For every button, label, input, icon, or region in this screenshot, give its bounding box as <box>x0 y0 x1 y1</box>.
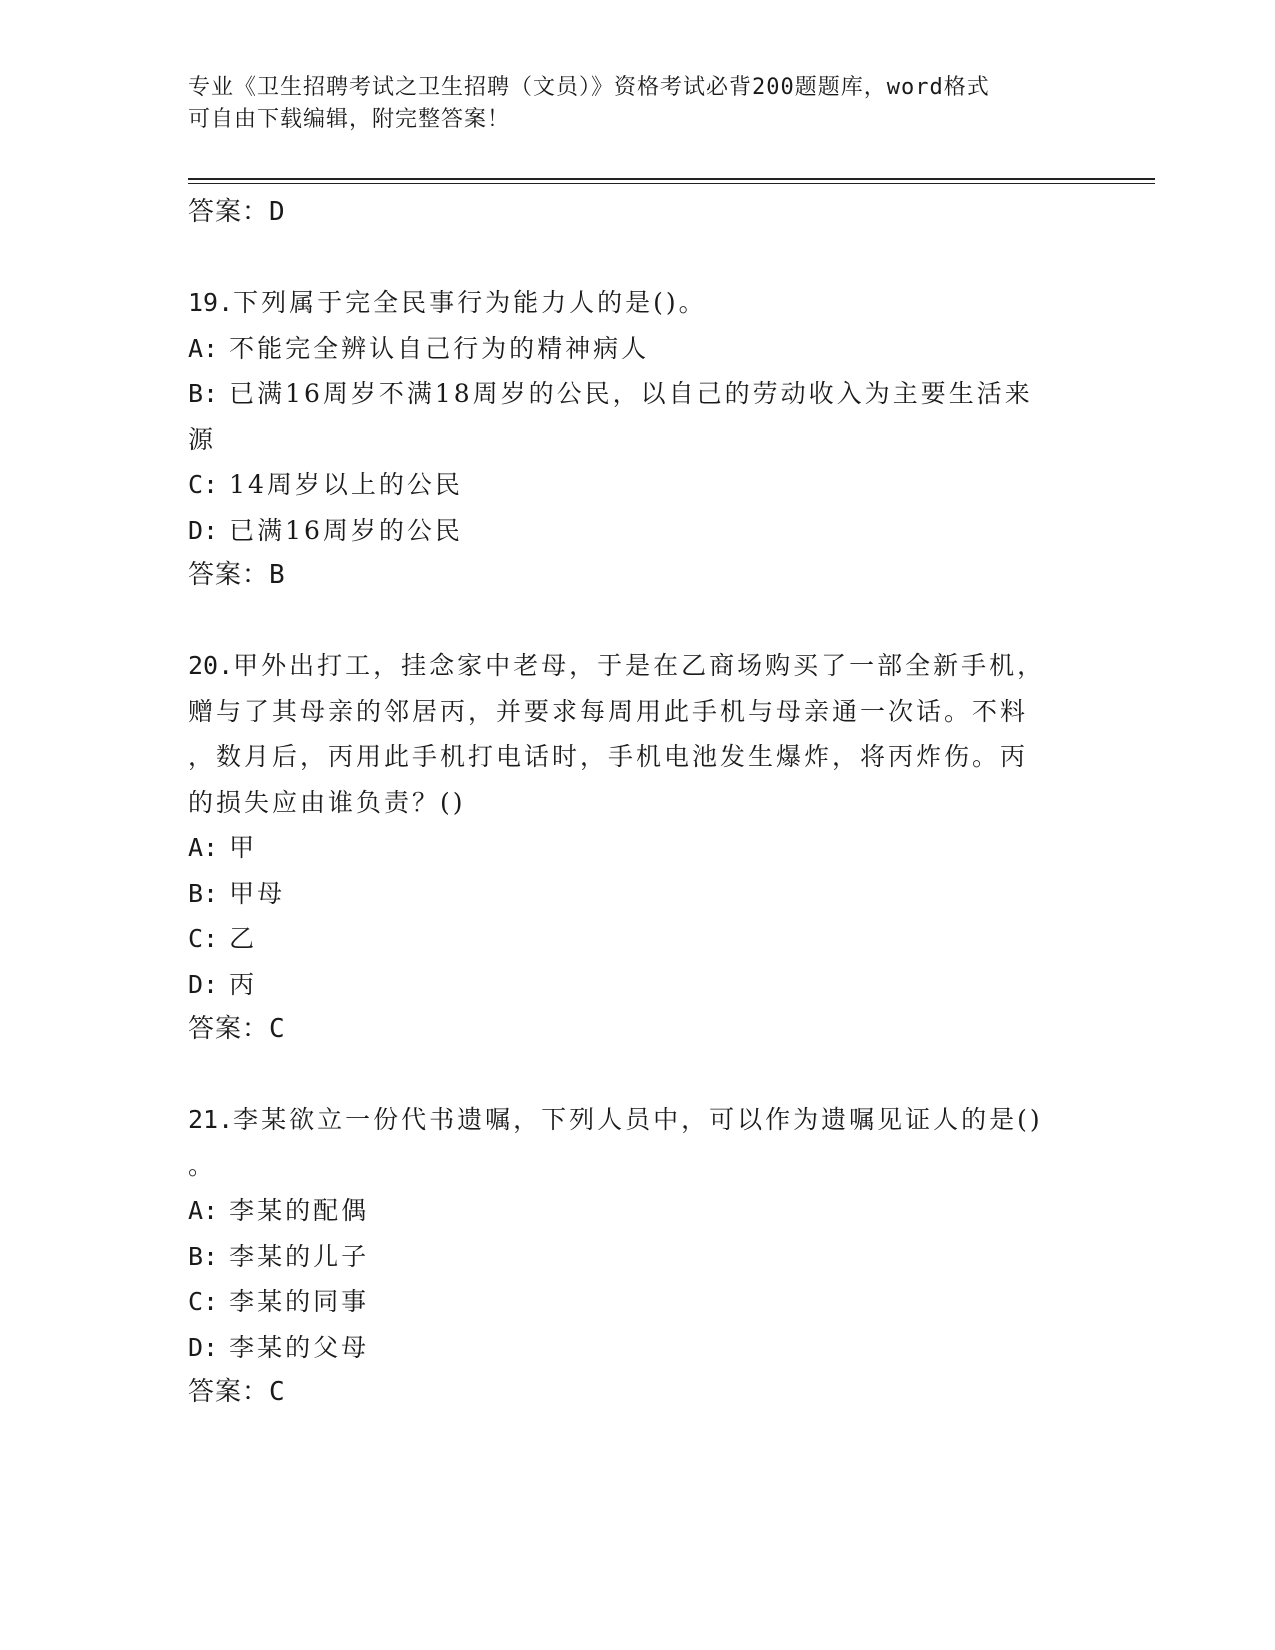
question-number: 20. <box>188 651 234 680</box>
option-text: 李某的同事 <box>229 1287 370 1316</box>
previous-answer: 答案：D <box>188 197 286 227</box>
option-key: B: <box>188 1241 219 1271</box>
option-a <box>188 1188 1088 1234</box>
option-key: C: <box>188 1287 219 1316</box>
header-divider-thin <box>188 183 1155 184</box>
option-b <box>188 871 1088 917</box>
option-c <box>188 462 1088 508</box>
option-key: A: <box>188 333 219 363</box>
document-header <box>188 72 1068 136</box>
option-text: 李某的儿子 <box>229 1241 370 1271</box>
option-key: B: <box>188 379 219 408</box>
question-20 <box>188 643 1088 1051</box>
question-stem <box>188 1097 1088 1143</box>
option-text: 丙 <box>229 969 258 999</box>
option-b <box>188 371 1088 417</box>
option-key: A: <box>188 1196 219 1225</box>
question-stem-line: ，数月后，丙用此手机打电话时，手机电池发生爆炸，将丙炸伤。丙 <box>188 742 1029 771</box>
question-stem-line: 甲外出打工，挂念家中老母，于是在乙商场购买了一部全新手机， <box>233 651 1046 680</box>
option-text: 已满16周岁的公民 <box>229 515 463 545</box>
option-text: 甲 <box>229 833 258 862</box>
question-stem-line: 下列属于完全民事行为能力人的是()。 <box>233 288 707 317</box>
question-stem <box>188 643 1088 689</box>
option-d <box>188 508 1088 554</box>
option-c <box>188 916 1088 962</box>
spacer <box>188 1051 1088 1097</box>
option-text: 14周岁以上的公民 <box>229 470 463 499</box>
answer-20: 答案：C <box>188 1014 286 1044</box>
option-text: 乙 <box>229 924 258 953</box>
question-stem-line: 的损失应由谁负责？() <box>188 787 466 817</box>
option-d <box>188 962 1088 1008</box>
question-number: 21. <box>188 1105 234 1134</box>
option-key: C: <box>188 470 219 499</box>
option-text: 不能完全辨认自己行为的精神病人 <box>229 333 650 363</box>
option-text: 李某的配偶 <box>229 1196 370 1225</box>
question-stem-line: 李某欲立一份代书遗嘱，下列人员中，可以作为遗嘱见证人的是() <box>233 1105 1043 1134</box>
option-b <box>188 1234 1088 1280</box>
option-key: A: <box>188 833 219 862</box>
header-divider <box>188 178 1155 180</box>
option-a <box>188 825 1088 871</box>
option-d <box>188 1325 1088 1371</box>
question-stem-line: 。 <box>188 1150 217 1180</box>
answer-21: 答案：C <box>188 1377 286 1407</box>
option-c <box>188 1279 1088 1325</box>
answer-19: 答案：B <box>188 560 286 590</box>
option-text: 甲母 <box>229 878 286 908</box>
question-number: 19. <box>188 288 234 317</box>
question-21 <box>188 1097 1088 1414</box>
option-key: D: <box>188 515 219 545</box>
spacer <box>188 234 1088 280</box>
option-b-continuation: 源 <box>188 424 217 454</box>
option-a <box>188 326 1088 372</box>
option-text: 已满16周岁不满18周岁的公民，以自己的劳动收入为主要生活来 <box>229 379 1033 408</box>
option-key: B: <box>188 878 219 908</box>
header-title-line-1: 专业《卫生招聘考试之卫生招聘（文员）》资格考试必背200题题库，word格式 <box>188 75 990 100</box>
option-text: 李某的父母 <box>229 1332 370 1362</box>
question-list <box>188 190 1088 1414</box>
question-stem-line: 赠与了其母亲的邻居丙，并要求每周用此手机与母亲通一次话。不料 <box>188 696 1029 726</box>
header-title-line-2: 可自由下载编辑，附完整答案！ <box>188 107 511 132</box>
spacer <box>188 597 1088 643</box>
question-stem <box>188 280 1088 326</box>
option-key: D: <box>188 969 219 999</box>
option-key: D: <box>188 1332 219 1362</box>
question-19 <box>188 280 1088 597</box>
option-key: C: <box>188 924 219 953</box>
